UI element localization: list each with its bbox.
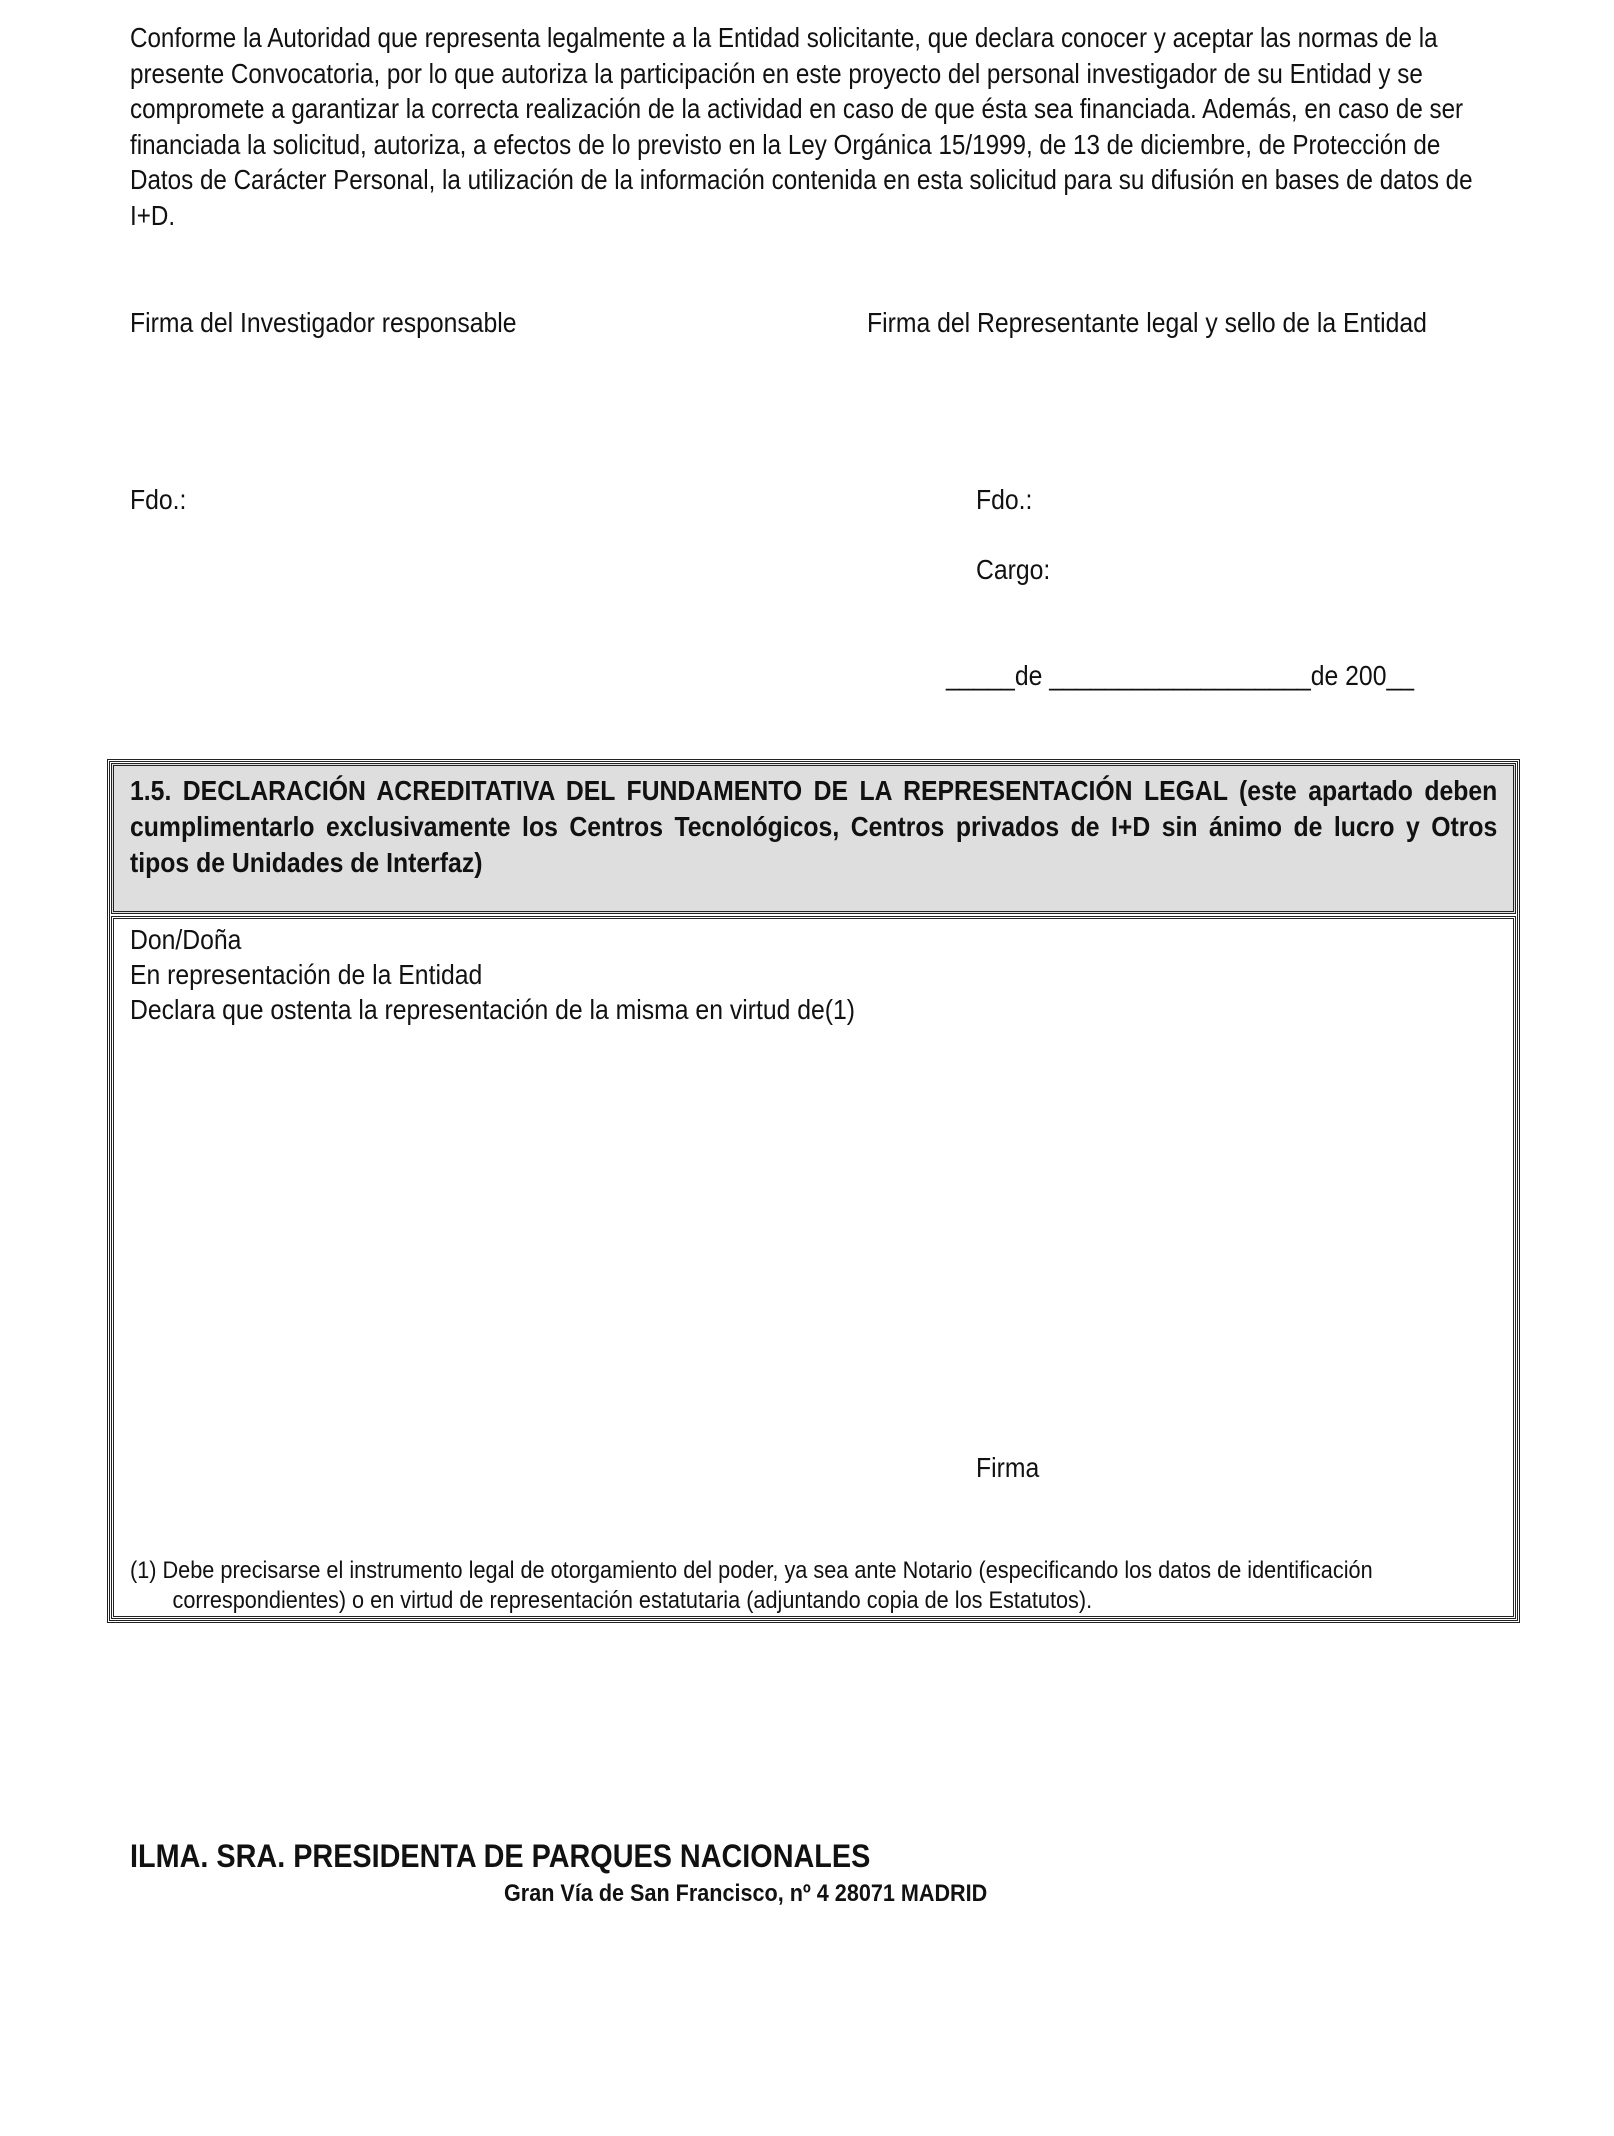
addressee-title: ILMA. SRA. PRESIDENTA DE PARQUES NACIONALES [130, 1838, 871, 1874]
addressee-address: Gran Vía de San Francisco, nº 4 28071 MADRID [504, 1880, 988, 1907]
firma-label: Firma [976, 1452, 1040, 1483]
fdo-right-label: Fdo.: [976, 484, 1033, 515]
footnote-line-1: (1) Debe precisarse el instrumento legal de otorgamiento del poder, ya sea ante Notario (especificando los datos de identificación [130, 1557, 1373, 1584]
representative-signature-label: Firma del Representante legal y sello de la Entidad [867, 307, 1427, 338]
fdo-left-label: Fdo.: [130, 484, 187, 515]
cargo-label: Cargo: [976, 554, 1051, 585]
date-line: _____de ___________________de 200__ [946, 660, 1414, 691]
investigator-signature-label: Firma del Investigador responsable [130, 307, 517, 338]
section-1-5-heading: 1.5. DECLARACIÓN ACREDITATIVA DEL FUNDAMENTO DE LA REPRESENTACIÓN LEGAL (este apartado deben cumplimentarlo exclusivamente los Centros Tecnológicos, Centros privados de I+D sin ánimo de lucro y Otros tipos de Unidades de Interfaz) [130, 775, 1498, 878]
footnote-line-2: correspondientes) o en virtud de representación estatutaria (adjuntando copia de los Estatutos). [172, 1587, 1093, 1614]
footnote [130, 1556, 1497, 1616]
intro-paragraph: Conforme la Autoridad que representa legalmente a la Entidad solicitante, que declara conocer y aceptar las normas de la presente Convocatoria, por lo que autoriza la participación en este proyecto del personal investigador de su Entidad y se compromete a garantizar la correcta realización de la actividad en caso de que ésta sea financiada. Además, en caso de ser financiada la solicitud, autoriza, a efectos de lo previsto en la Ley Orgánica 15/1999, de 13 de diciembre, de Protección de Datos de Carácter Personal, la utilización de la información contenida en esta solicitud para su difusión en bases de datos de I+D. [130, 22, 1473, 231]
representacion-entidad-label: En representación de la Entidad [130, 959, 483, 990]
declara-label: Declara que ostenta la representación de la misma en virtud de(1) [130, 994, 856, 1025]
don-dona-label: Don/Doña [130, 924, 242, 955]
